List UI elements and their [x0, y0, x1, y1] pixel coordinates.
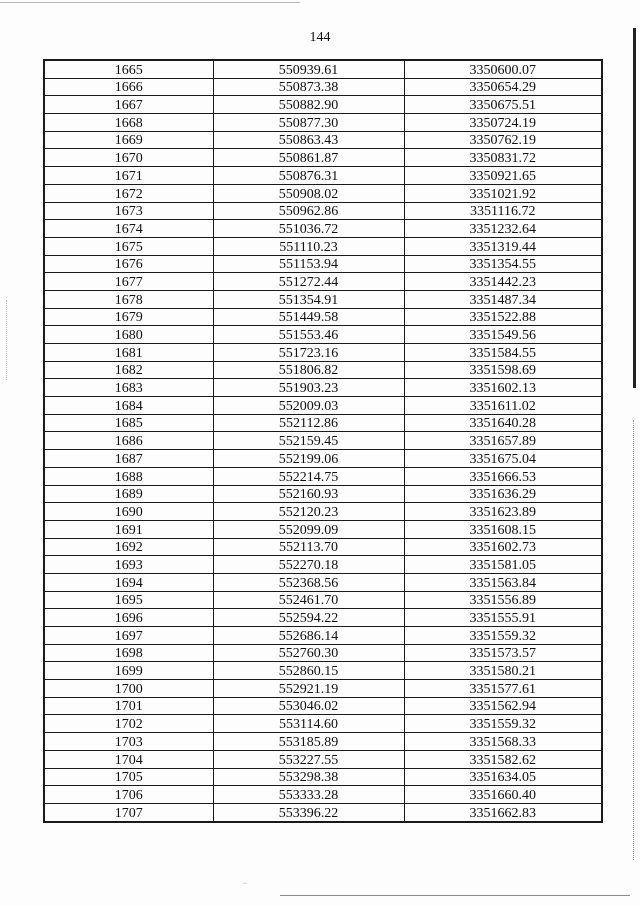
y-coordinate-cell: 3351116.72: [404, 202, 602, 220]
top-scan-rule: [0, 2, 300, 3]
x-coordinate-cell: 552760.30: [213, 644, 404, 662]
table-row: [44, 344, 602, 362]
table-row: [44, 326, 602, 344]
y-coordinate-cell: 3351319.44: [404, 237, 602, 255]
y-coordinate-cell: 3351232.64: [404, 220, 602, 238]
y-coordinate-cell: 3350724.19: [404, 114, 602, 132]
point-number-cell: 1696: [44, 609, 213, 627]
x-coordinate-cell: 552860.15: [213, 662, 404, 680]
table-row: [44, 78, 602, 96]
point-number-cell: 1668: [44, 114, 213, 132]
x-coordinate-cell: 552594.22: [213, 609, 404, 627]
table-row: [44, 662, 602, 680]
point-number-cell: 1666: [44, 78, 213, 96]
x-coordinate-cell: 551110.23: [213, 237, 404, 255]
table-row: [44, 131, 602, 149]
y-coordinate-cell: 3351577.61: [404, 680, 602, 698]
table-row: [44, 697, 602, 715]
x-coordinate-cell: 550939.61: [213, 60, 404, 78]
y-coordinate-cell: 3351660.40: [404, 786, 602, 804]
point-number-cell: 1695: [44, 591, 213, 609]
point-number-cell: 1685: [44, 414, 213, 432]
table-row: [44, 308, 602, 326]
x-coordinate-cell: 552009.03: [213, 397, 404, 415]
table-row: [44, 414, 602, 432]
table-row: [44, 591, 602, 609]
x-coordinate-cell: 551903.23: [213, 379, 404, 397]
page-number: 144: [309, 30, 331, 45]
table-row: [44, 361, 602, 379]
point-number-cell: 1694: [44, 573, 213, 591]
y-coordinate-cell: 3350600.07: [404, 60, 602, 78]
table-row: [44, 556, 602, 574]
x-coordinate-cell: 552270.18: [213, 556, 404, 574]
x-coordinate-cell: 551806.82: [213, 361, 404, 379]
point-number-cell: 1678: [44, 290, 213, 308]
point-number-cell: 1688: [44, 467, 213, 485]
y-coordinate-cell: 3351634.05: [404, 768, 602, 786]
point-number-cell: 1698: [44, 644, 213, 662]
point-number-cell: 1687: [44, 450, 213, 468]
table-row: [44, 627, 602, 645]
point-number-cell: 1701: [44, 697, 213, 715]
y-coordinate-cell: 3351602.73: [404, 538, 602, 556]
point-number-cell: 1682: [44, 361, 213, 379]
y-coordinate-cell: 3351582.62: [404, 750, 602, 768]
x-coordinate-cell: 550962.86: [213, 202, 404, 220]
y-coordinate-cell: 3351675.04: [404, 450, 602, 468]
point-number-cell: 1665: [44, 60, 213, 78]
y-coordinate-cell: 3350831.72: [404, 149, 602, 167]
table-row: [44, 96, 602, 114]
x-coordinate-cell: 552099.09: [213, 520, 404, 538]
point-number-cell: 1691: [44, 520, 213, 538]
table-row: [44, 255, 602, 273]
table-row: [44, 467, 602, 485]
point-number-cell: 1692: [44, 538, 213, 556]
table-row: [44, 609, 602, 627]
y-coordinate-cell: 3351354.55: [404, 255, 602, 273]
table-row: [44, 503, 602, 521]
y-coordinate-cell: 3351623.89: [404, 503, 602, 521]
y-coordinate-cell: 3351556.89: [404, 591, 602, 609]
point-number-cell: 1679: [44, 308, 213, 326]
table-row: [44, 786, 602, 804]
table-row: [44, 273, 602, 291]
y-coordinate-cell: 3351487.34: [404, 290, 602, 308]
table-row: [44, 485, 602, 503]
table-row: [44, 768, 602, 786]
point-number-cell: 1669: [44, 131, 213, 149]
x-coordinate-cell: 552120.23: [213, 503, 404, 521]
x-coordinate-cell: 552461.70: [213, 591, 404, 609]
x-coordinate-cell: 552112.86: [213, 414, 404, 432]
x-coordinate-cell: 552113.70: [213, 538, 404, 556]
y-coordinate-cell: 3350654.29: [404, 78, 602, 96]
table-row: [44, 379, 602, 397]
y-coordinate-cell: 3351562.94: [404, 697, 602, 715]
y-coordinate-cell: 3351573.57: [404, 644, 602, 662]
point-number-cell: 1699: [44, 662, 213, 680]
left-scan-dots: [6, 300, 7, 380]
x-coordinate-cell: 550908.02: [213, 184, 404, 202]
x-coordinate-cell: 552368.56: [213, 573, 404, 591]
x-coordinate-cell: 553227.55: [213, 750, 404, 768]
bottom-scan-rule: [280, 895, 630, 896]
x-coordinate-cell: 550876.31: [213, 167, 404, 185]
x-coordinate-cell: 550861.87: [213, 149, 404, 167]
y-coordinate-cell: 3351611.02: [404, 397, 602, 415]
point-number-cell: 1700: [44, 680, 213, 698]
x-coordinate-cell: 550873.38: [213, 78, 404, 96]
point-number-cell: 1675: [44, 237, 213, 255]
x-coordinate-cell: 551036.72: [213, 220, 404, 238]
point-number-cell: 1677: [44, 273, 213, 291]
point-number-cell: 1707: [44, 803, 213, 821]
point-number-cell: 1693: [44, 556, 213, 574]
point-number-cell: 1674: [44, 220, 213, 238]
x-coordinate-cell: 552159.45: [213, 432, 404, 450]
table-row: [44, 167, 602, 185]
x-coordinate-cell: 553298.38: [213, 768, 404, 786]
x-coordinate-cell: 553396.22: [213, 803, 404, 821]
y-coordinate-cell: 3351666.53: [404, 467, 602, 485]
point-number-cell: 1697: [44, 627, 213, 645]
right-scan-dots: [633, 420, 634, 860]
table-row: [44, 290, 602, 308]
coordinates-table: [43, 59, 603, 823]
x-coordinate-cell: 553114.60: [213, 715, 404, 733]
point-number-cell: 1690: [44, 503, 213, 521]
y-coordinate-cell: 3351640.28: [404, 414, 602, 432]
x-coordinate-cell: 551272.44: [213, 273, 404, 291]
point-number-cell: 1686: [44, 432, 213, 450]
coordinates-table-body: [44, 60, 602, 822]
y-coordinate-cell: 3351555.91: [404, 609, 602, 627]
x-coordinate-cell: 552199.06: [213, 450, 404, 468]
table-row: [44, 573, 602, 591]
footer-mark: ~: [243, 880, 247, 888]
y-coordinate-cell: 3351636.29: [404, 485, 602, 503]
y-coordinate-cell: 3351559.32: [404, 715, 602, 733]
point-number-cell: 1702: [44, 715, 213, 733]
table-row: [44, 733, 602, 751]
point-number-cell: 1681: [44, 344, 213, 362]
table-row: [44, 184, 602, 202]
y-coordinate-cell: 3350762.19: [404, 131, 602, 149]
point-number-cell: 1706: [44, 786, 213, 804]
x-coordinate-cell: 550877.30: [213, 114, 404, 132]
x-coordinate-cell: 552214.75: [213, 467, 404, 485]
y-coordinate-cell: 3350675.51: [404, 96, 602, 114]
x-coordinate-cell: 553046.02: [213, 697, 404, 715]
point-number-cell: 1704: [44, 750, 213, 768]
table-row: [44, 432, 602, 450]
table-row: [44, 202, 602, 220]
y-coordinate-cell: 3351598.69: [404, 361, 602, 379]
y-coordinate-cell: 3351563.84: [404, 573, 602, 591]
point-number-cell: 1684: [44, 397, 213, 415]
table-row: [44, 644, 602, 662]
point-number-cell: 1676: [44, 255, 213, 273]
table-row: [44, 520, 602, 538]
x-coordinate-cell: 552686.14: [213, 627, 404, 645]
y-coordinate-cell: 3351522.88: [404, 308, 602, 326]
point-number-cell: 1671: [44, 167, 213, 185]
x-coordinate-cell: 550882.90: [213, 96, 404, 114]
point-number-cell: 1689: [44, 485, 213, 503]
x-coordinate-cell: 551153.94: [213, 255, 404, 273]
right-scan-edge: [633, 28, 636, 388]
table-row: [44, 750, 602, 768]
table-row: [44, 450, 602, 468]
table-row: [44, 60, 602, 78]
point-number-cell: 1683: [44, 379, 213, 397]
x-coordinate-cell: 553333.28: [213, 786, 404, 804]
point-number-cell: 1705: [44, 768, 213, 786]
point-number-cell: 1673: [44, 202, 213, 220]
table-row: [44, 114, 602, 132]
table-row: [44, 680, 602, 698]
table-row: [44, 237, 602, 255]
y-coordinate-cell: 3351584.55: [404, 344, 602, 362]
x-coordinate-cell: 552160.93: [213, 485, 404, 503]
table-row: [44, 397, 602, 415]
y-coordinate-cell: 3351581.05: [404, 556, 602, 574]
y-coordinate-cell: 3350921.65: [404, 167, 602, 185]
table-row: [44, 803, 602, 821]
y-coordinate-cell: 3351021.92: [404, 184, 602, 202]
point-number-cell: 1667: [44, 96, 213, 114]
x-coordinate-cell: 552921.19: [213, 680, 404, 698]
y-coordinate-cell: 3351602.13: [404, 379, 602, 397]
y-coordinate-cell: 3351559.32: [404, 627, 602, 645]
table-row: [44, 149, 602, 167]
point-number-cell: 1672: [44, 184, 213, 202]
table-row: [44, 220, 602, 238]
table-row: [44, 715, 602, 733]
x-coordinate-cell: 550863.43: [213, 131, 404, 149]
y-coordinate-cell: 3351608.15: [404, 520, 602, 538]
point-number-cell: 1703: [44, 733, 213, 751]
table-row: [44, 538, 602, 556]
y-coordinate-cell: 3351568.33: [404, 733, 602, 751]
x-coordinate-cell: 551723.16: [213, 344, 404, 362]
y-coordinate-cell: 3351549.56: [404, 326, 602, 344]
y-coordinate-cell: 3351662.83: [404, 803, 602, 821]
y-coordinate-cell: 3351657.89: [404, 432, 602, 450]
point-number-cell: 1680: [44, 326, 213, 344]
x-coordinate-cell: 553185.89: [213, 733, 404, 751]
y-coordinate-cell: 3351442.23: [404, 273, 602, 291]
x-coordinate-cell: 551354.91: [213, 290, 404, 308]
x-coordinate-cell: 551449.58: [213, 308, 404, 326]
point-number-cell: 1670: [44, 149, 213, 167]
x-coordinate-cell: 551553.46: [213, 326, 404, 344]
y-coordinate-cell: 3351580.21: [404, 662, 602, 680]
